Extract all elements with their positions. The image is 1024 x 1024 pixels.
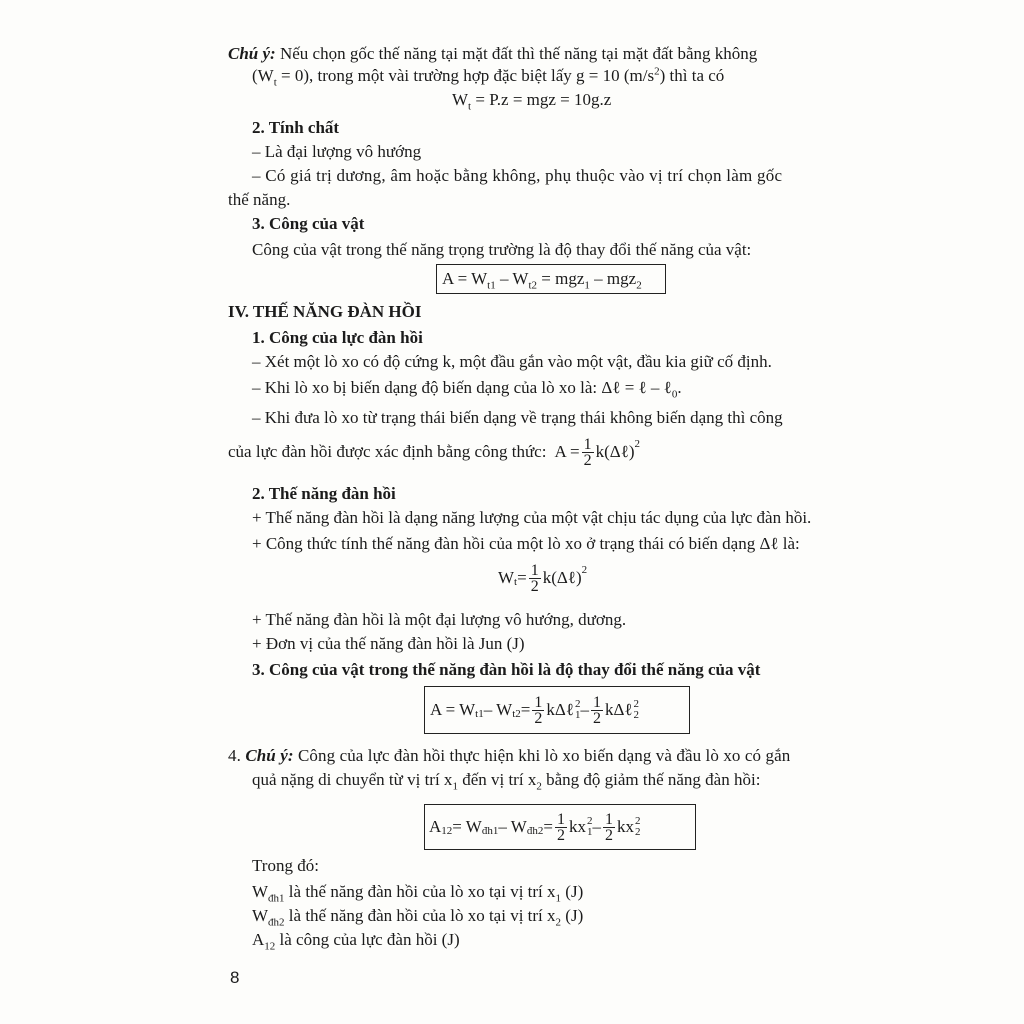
page-number: 8	[230, 968, 240, 987]
note4-line2: quả nặng di chuyển từ vị trí $x_1$ đến vị trí $x_2$ bằng độ giảm thế năng đàn hồi:	[252, 770, 761, 793]
section2-heading: 2. Tính chất	[252, 118, 340, 137]
sectionIV-item3-cont: của lực đàn hồi được xác định bằng công thức: A = $\frac{1}{2}$ k(Δℓ) $^2$	[228, 435, 641, 469]
section2b-item3: + Thế năng đàn hồi là một đại lượng vô hướng, dương.	[252, 610, 627, 629]
section3b-heading: 3. Công của vật trong thế năng đàn hồi là độ thay đổi thế năng của vật	[252, 660, 761, 679]
note4-formula: A $_{12}$ = W $_{đh1}$ – W $_{đh2}$ = $\frac{1}{2}$ kx 2 1 – $\frac{1}{2}$ kx 2 2	[429, 810, 641, 844]
sectionIV-heading: IV. THẾ NĂNG ĐÀN HỒI	[228, 302, 422, 321]
note4-label: Chú ý:	[245, 746, 294, 765]
where-title: Trong đó:	[252, 856, 319, 875]
section2-item1: – Là đại lượng vô hướng	[252, 142, 422, 161]
section2b-heading: 2. Thế năng đàn hồi	[252, 484, 396, 503]
note4-line1: 4. Chú ý: Công của lực đàn hồi thực hiện khi lò xo biến dạng và đầu lò xo có gắn	[228, 746, 791, 765]
sectionIV-item1: – Xét một lò xo có độ cứng k, một đầu gắn vào một vật, đầu kia giữ cố định.	[252, 352, 772, 371]
section3b-formula: A = W $_{t1}$ – W $_{t2}$ = $\frac{1}{2}$ kΔℓ 2 1 – $\frac{1}{2}$ kΔℓ 2 2	[430, 693, 640, 727]
note1-line2: $(W_t = 0)$, trong một vài trường hợp đặc biệt lấy g = 10 $(m/s^2)$ thì ta có	[252, 65, 725, 89]
section3-text: Công của vật trong thế năng trọng trường là độ thay đổi thế năng của vật:	[252, 240, 752, 259]
section2b-item1: + Thế năng đàn hồi là dạng năng lượng của một vật chịu tác dụng của lực đàn hồi.	[252, 508, 812, 527]
fraction-half: $\frac{1}{2}$	[556, 810, 565, 844]
fraction-half: $\frac{1}{2}$	[604, 810, 613, 844]
note1-formula: $W_t = P.z$ = mgz = 10g.z	[452, 90, 612, 113]
note4-formula-box	[424, 804, 696, 850]
section3-heading: 3. Công của vật	[252, 214, 365, 233]
fraction-half: $\frac{1}{2}$	[592, 693, 601, 727]
note1-line1	[228, 44, 757, 64]
where-line1: $W_{đh1}$ là thế năng đàn hồi của lò xo tại vị trí $x_1$ (J)	[252, 882, 584, 905]
fraction-half: $\frac{1}{2}$	[530, 561, 539, 595]
where-line3: $A_{12}$ là công của lực đàn hồi (J)	[252, 930, 460, 953]
section2-item2: – Có giá trị dương, âm hoặc bằng không, phụ thuộc vào vị trí chọn làm gốc	[252, 166, 783, 185]
where-line2: $W_{đh2}$ là thế năng đàn hồi của lò xo tại vị trí $x_2$ (J)	[252, 906, 584, 929]
note1-label: Chú ý:	[228, 44, 276, 63]
sectionIV-item3: – Khi đưa lò xo từ trạng thái biến dạng về trạng thái không biến dạng thì công	[252, 408, 783, 427]
section2b-item2: + Công thức tính thế năng đàn hồi của một lò xo ở trạng thái có biến dạng Δℓ là:	[252, 534, 800, 553]
note1-text: Nếu chọn gốc thế năng tại mặt đất thì thế năng tại mặt đất bằng không	[275, 44, 758, 63]
sectionIV-item2: – Khi lò xo bị biến dạng độ biến dạng của lò xo là: Δℓ = ℓ – ℓ$_0$.	[252, 378, 682, 401]
section2b-item4: + Đơn vị của thế năng đàn hồi là Jun (J)	[252, 634, 525, 653]
fraction-half: $\frac{1}{2}$	[583, 435, 592, 469]
section2b-formula: W $_t$ = $\frac{1}{2}$ k(Δℓ) $^2$	[498, 561, 588, 595]
section2-item2-cont: thế năng.	[228, 190, 291, 209]
section3-formula: $A = W_{t1} - W_{t2} = mgz_1 - mgz_2$	[442, 269, 642, 292]
fraction-half: $\frac{1}{2}$	[534, 693, 543, 727]
sectionIV-sub1: 1. Công của lực đàn hồi	[252, 328, 423, 347]
section3b-formula-box	[424, 686, 690, 734]
section3-formula-box	[436, 264, 666, 294]
